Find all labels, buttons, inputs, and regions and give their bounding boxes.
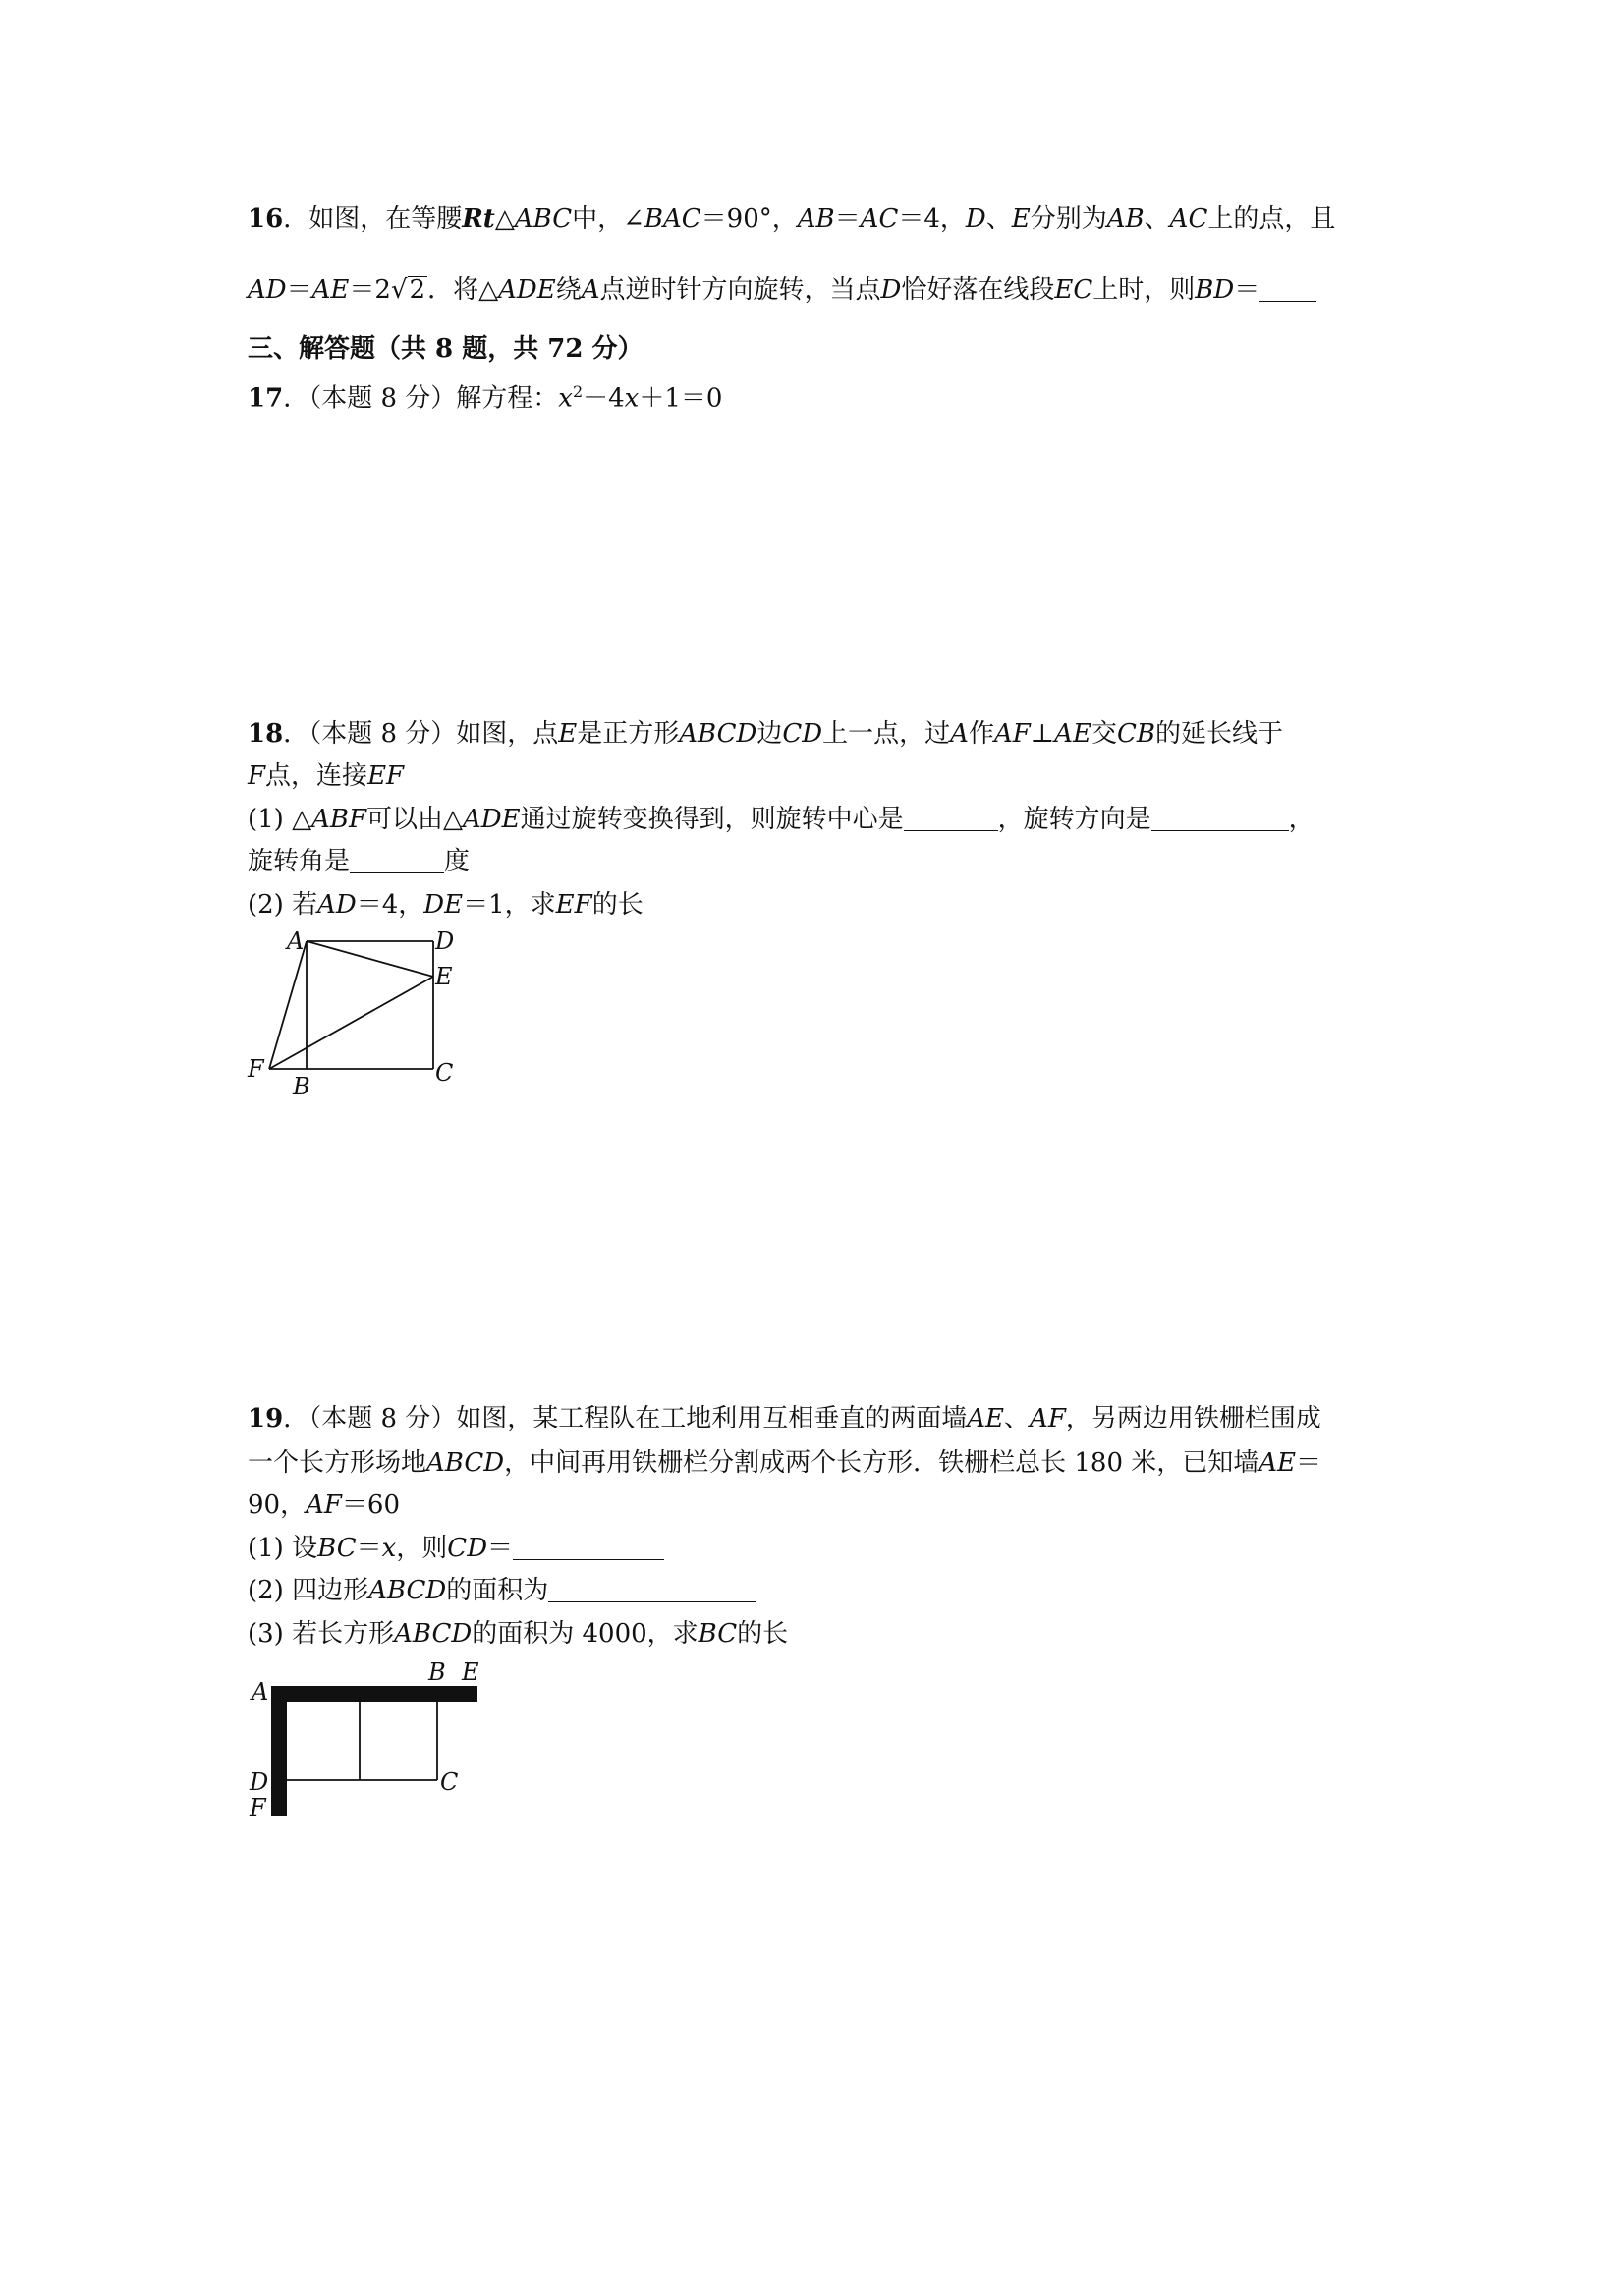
q19-figure [236,1652,511,1831]
question-number: 19 [248,1404,284,1433]
q18-line-2: F点，连接EF [248,761,405,791]
point-label-f: F [248,1055,264,1083]
wall-ae [271,1686,477,1702]
q18-sub1-line-1: (1) △ABF可以由△ADE通过旋转变换得到，则旋转中心是 ，旋转方向是 ， [248,805,1315,834]
point-label-e: E [462,1658,479,1686]
point-label-b: B [428,1658,446,1686]
q19-sub1-line: (1) 设BC＝x，则CD＝ [248,1532,664,1565]
point-label-b: B [293,1073,310,1100]
answer-blank[interactable] [548,1576,756,1602]
q17-line: 17．（本题 8 分）解方程：$x^2-4x+1=0$ [248,382,723,414]
point-label-a: A [252,1678,269,1706]
q16-line-2: AD＝AE＝2√2．将△ADE绕A点逆时针方向旋转，当点D恰好落在线段EC上时，则BD＝ [248,273,1316,307]
answer-blank[interactable] [513,1534,664,1560]
point-label-d: D [250,1768,269,1796]
question-number: 18 [248,719,284,749]
segment-fe [269,977,433,1069]
wall-af [271,1686,287,1816]
point-label-e: E [435,963,453,990]
answer-blank[interactable] [1151,805,1289,831]
question-number: 16 [248,204,284,234]
q19-line-3: 90，AF＝60 [248,1490,401,1520]
q18-sub1-line-2: 旋转角是 度 [248,847,471,876]
q16-line-1: 16．如图，在等腰Rt△ABC中，∠BAC＝90°，AB＝AC＝4，D、E分别为AB、AC上的点，且 [248,204,1336,234]
point-label-c: C [435,1059,454,1087]
q18-sub2-line: (2) 若AD＝4，DE＝1，求EF的长 [248,890,644,920]
segment-ae [307,941,433,977]
sqrt-symbol: √ [390,275,408,305]
point-label-d: D [435,927,455,955]
point-label-f: F [250,1794,266,1821]
answer-blank[interactable] [1259,275,1316,302]
answer-blank[interactable] [904,805,998,831]
question-number: 17 [248,383,284,414]
q19-line-1: 19．（本题 8 分）如图，某工程队在工地利用互相垂直的两面墙AE、AF，另两边用铁栅栏围成 [248,1404,1321,1433]
sqrt-radicand: 2 [409,275,426,305]
q19-line-2: 一个长方形场地ABCD，中间再用铁栅栏分割成两个长方形．铁栅栏总长 180 米，已知墙AE＝ [248,1448,1322,1478]
q18-line-1: 18．（本题 8 分）如图，点E是正方形ABCD边CD上一点，过A作AF⊥AE交CB的延长线于 [248,719,1284,749]
point-label-c: C [440,1768,459,1796]
point-label-a: A [287,927,305,955]
q19-sub2-line: (2) 四边形ABCD的面积为 [248,1574,756,1607]
section-heading: 三、解答题（共 8 题，共 72 分） [248,334,644,364]
q18-figure [236,924,472,1100]
q19-sub3-line: (3) 若长方形ABCD的面积为 4000，求BC的长 [248,1619,789,1649]
segment-af [269,941,307,1069]
answer-blank[interactable] [350,847,444,873]
